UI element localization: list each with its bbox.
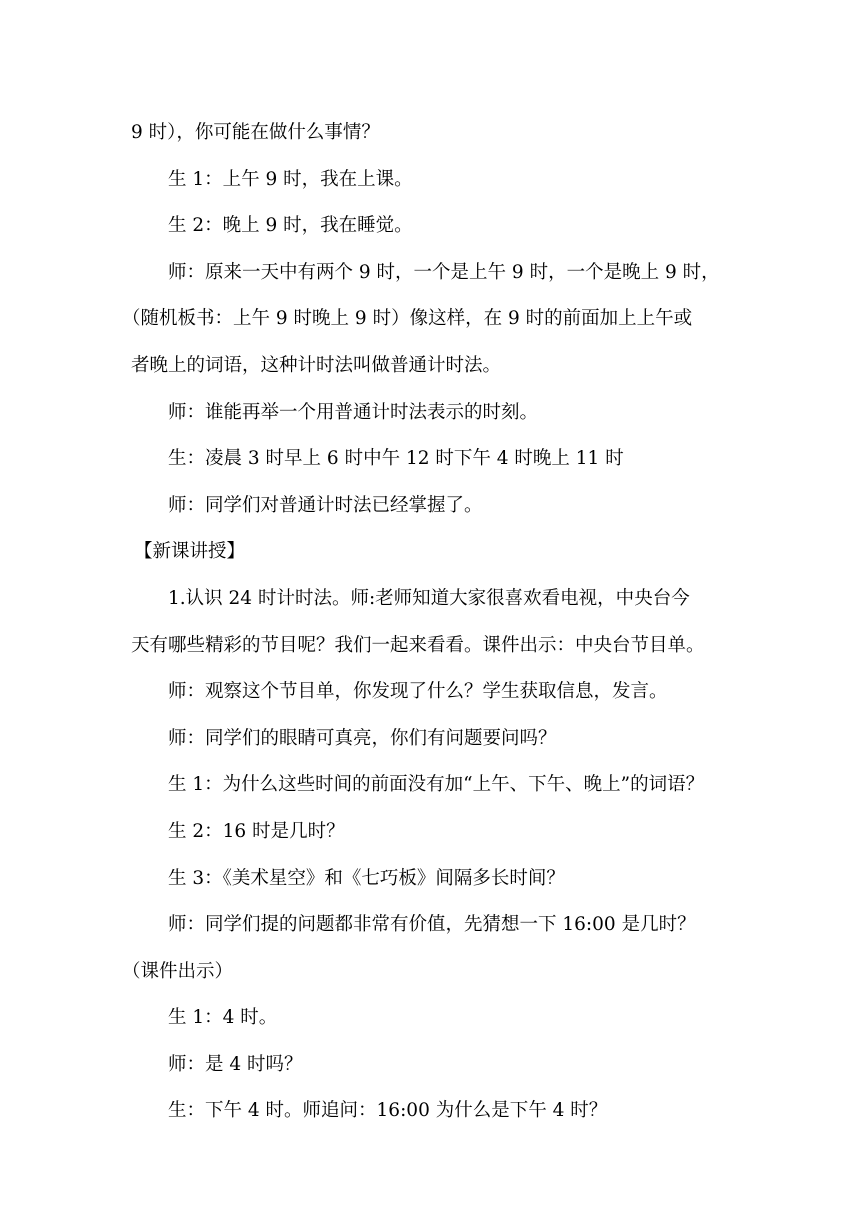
paragraph-line: 生 2：晚上 9 时，我在睡觉。 — [168, 215, 413, 237]
paragraph-line: 1.认识 24 时计时法。师:老师知道大家很喜欢看电视，中央台今 — [168, 587, 690, 609]
paragraph-line: 师：是 4 时吗？ — [168, 1053, 303, 1075]
section-heading: 【新课讲授】 — [134, 541, 246, 563]
paragraph-line: 生 2：16 时是几时？ — [168, 820, 345, 842]
paragraph-line: 师：观察这个节目单，你发现了什么？学生获取信息，发言。 — [168, 681, 668, 703]
paragraph-line: （课件出示） — [122, 960, 234, 982]
paragraph-line: 生 1：上午 9 时，我在上课。 — [168, 168, 413, 190]
paragraph-line: 者晚上的词语，这种计时法叫做普通计时法。 — [131, 354, 502, 376]
document-body — [122, 110, 731, 1135]
paragraph-line: 生 3：《美术星空》和《七巧板》间隔多长时间？ — [168, 867, 565, 889]
paragraph-line: 师：谁能再举一个用普通计时法表示的时刻。 — [168, 401, 539, 423]
paragraph-line: 师：同学们的眼睛可真亮，你们有问题要问吗？ — [168, 727, 557, 749]
paragraph-line: 师：同学们对普通计时法已经掌握了。 — [168, 494, 483, 516]
paragraph-line: 生 1：4 时。 — [168, 1007, 278, 1029]
paragraph-line: 天有哪些精彩的节目呢？我们一起来看看。课件出示：中央台节目单。 — [131, 634, 705, 656]
paragraph-line: 生 1：为什么这些时间的前面没有加“上午、下午、晚上”的词语？ — [168, 774, 705, 796]
paragraph-line: （随机板书：上午 9 时晚上 9 时）像这样，在 9 时的前面加上上午或 — [122, 308, 693, 330]
paragraph-line: 生：下午 4 时。师追问：16:00 为什么是下午 4 时？ — [168, 1100, 608, 1122]
paragraph-line: 师：原来一天中有两个 9 时，一个是上午 9 时，一个是晚上 9 时， — [168, 261, 720, 283]
paragraph-line: 师：同学们提的问题都非常有价值，先猜想一下 16:00 是几时？ — [168, 914, 696, 936]
paragraph-line: 9 时），你可能在做什么事情？ — [131, 122, 380, 143]
paragraph-line: 生：凌晨 3 时早上 6 时中午 12 时下午 4 时晚上 11 时 — [168, 448, 624, 470]
